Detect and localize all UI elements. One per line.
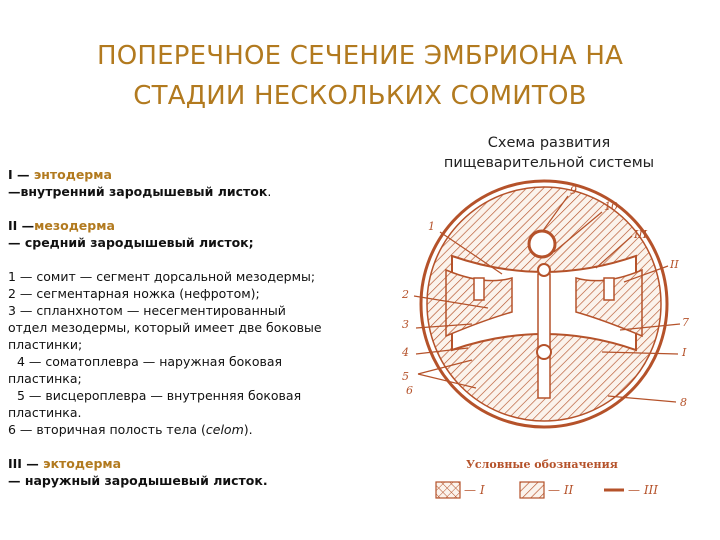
notochord: [538, 264, 550, 276]
label-9: 9: [570, 184, 577, 197]
legend-entoderm-desc: [8, 183, 398, 200]
left-stalk: [474, 278, 484, 300]
key-swatch-II: [520, 482, 544, 498]
legend-item-5a: 5 — висцероплевра — внутренняя боковая: [17, 388, 302, 403]
key-label-I: — I: [464, 483, 485, 497]
legend-i6-pre: 6 — вторичная полость тела (: [8, 422, 206, 437]
legend-l1-prefix: I —: [8, 167, 34, 182]
legend-item-1: 1 — сомит — сегмент дорсальной мезодермы;: [8, 269, 316, 284]
legend-item-2: 2 — сегментарная ножка (нефротом);: [8, 286, 260, 301]
label-2: 2: [402, 288, 409, 301]
legend-l1-desc-end: .: [267, 184, 272, 199]
legend-ectoderm-heading: [8, 455, 398, 472]
label-7: 7: [682, 316, 689, 329]
embryo-cross-section-diagram: [392, 178, 710, 510]
label-6: 6: [406, 384, 413, 397]
label-3: 3: [402, 318, 409, 331]
legend-l1-desc: —внутренний зародышевый листок: [8, 184, 268, 199]
legend-item-4a: 4 — соматоплевра — наружная боковая: [17, 354, 283, 369]
legend-i6-post: ).: [243, 422, 253, 437]
legend-i6-italic: celom: [205, 422, 244, 437]
legend-l2-term: мезодерма: [34, 218, 115, 233]
legend-mesoderm-desc: — средний зародышевый листок;: [8, 235, 254, 250]
key-swatch-I: [436, 482, 460, 498]
caption-line-2: пищеварительной системы: [443, 155, 655, 171]
gut-tube: [537, 345, 551, 359]
right-stalk: [604, 278, 614, 300]
legend-entodermа-heading: [8, 166, 398, 183]
label-8: 8: [680, 396, 687, 409]
label-I: I: [682, 346, 687, 359]
slide-title: [0, 36, 720, 116]
label-1: 1: [428, 220, 435, 233]
legend-l2-prefix: II —: [8, 218, 35, 233]
label-10: 10: [604, 200, 618, 213]
label-III: III: [634, 228, 648, 241]
label-4: 4: [402, 346, 409, 359]
caption-line-1: Схема развития: [487, 135, 611, 151]
legend-item-6: [8, 421, 398, 438]
legend-ectoderm-desc: — наружный зародышевый листок.: [8, 473, 268, 488]
legend-mesoderm-heading: [8, 217, 398, 234]
key-label-III: — III: [628, 483, 659, 497]
legend-text: [8, 166, 398, 489]
legend-l1-term: энтодерма: [33, 167, 112, 182]
legend-item-3c: пластинки;: [8, 337, 83, 352]
neural-tube: [529, 231, 555, 257]
title-line-2: СТАДИИ НЕСКОЛЬКИХ СОМИТОВ: [133, 81, 587, 111]
legend-item-3a: 3 — спланхнотом — несегментированный: [8, 303, 286, 318]
label-5: 5: [402, 370, 409, 383]
key-label-II: — II: [548, 483, 574, 497]
legend-item-5b: пластинка.: [8, 405, 82, 420]
midline-channel: [538, 274, 550, 398]
title-line-1: ПОПЕРЕЧНОЕ СЕЧЕНИЕ ЭМБРИОНА НА: [96, 41, 624, 71]
legend-item-3b: отдел мезодермы, который имеет две боковые: [8, 320, 322, 335]
legend-l3-term: эктодерма: [43, 456, 122, 471]
key-title: Условные обозначения: [466, 458, 618, 471]
label-II: II: [670, 258, 679, 271]
legend-l3-prefix: III —: [8, 456, 44, 471]
figure-caption: [408, 133, 690, 173]
legend-item-4b: пластинка;: [8, 371, 82, 386]
